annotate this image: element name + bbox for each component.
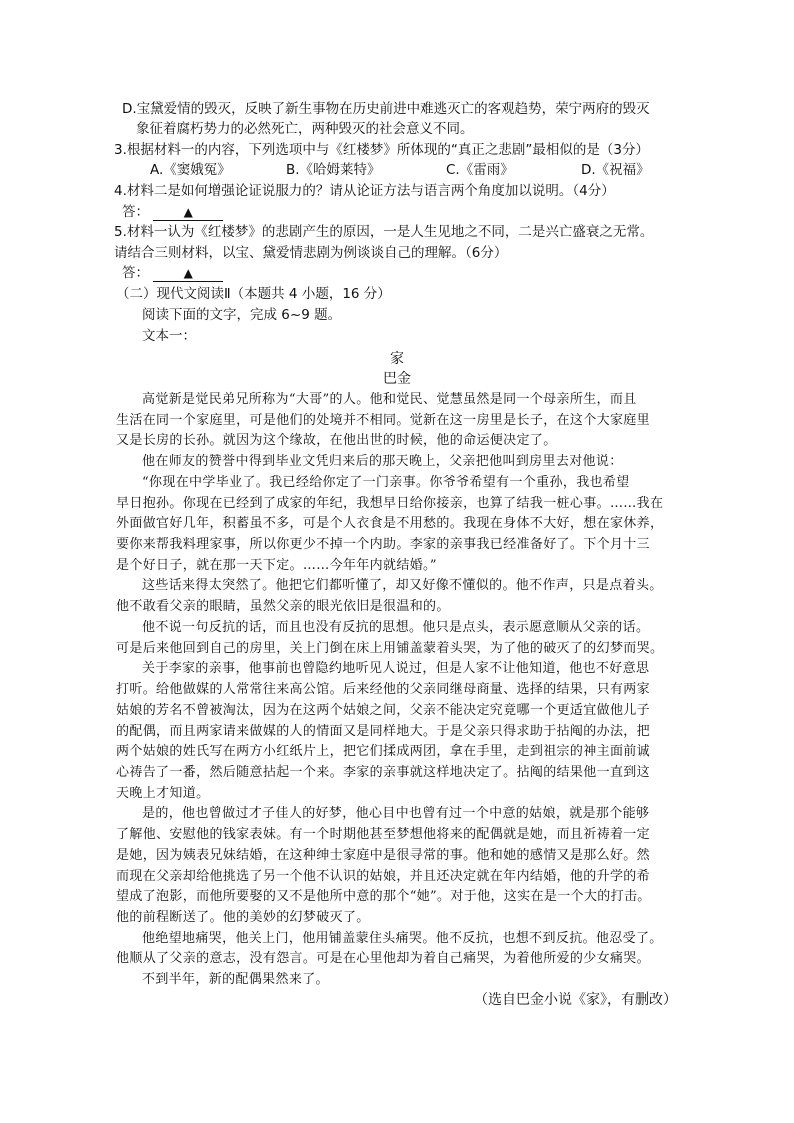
article-line: 了解他、安慰他的钱家表妹。有一个时期他甚至梦想他将来的配偶就是她，而且祈祷着一定: [116, 827, 651, 842]
article-line: 高觉新是觉民弟兄所称为“大哥”的人。他和觉民、觉慧虽然是同一个母亲所生，而且: [142, 392, 637, 407]
article-title: 家: [390, 351, 404, 367]
article-source: （选自巴金小说《家》，有删改）: [474, 992, 677, 1008]
q2-option-d-line2: 象征着腐朽势力的必然死亡，两种毁灭的社会意义不同。: [136, 121, 474, 137]
article-line: 他不说一句反抗的话，而且也没有反抗的思想。他只是点头，表示愿意顺从父亲的话。: [142, 620, 650, 635]
article-line: 姑娘的芳名不曾被淘汰，因为在这两个姑娘之间，父亲不能决定究竟哪一个更适宜做他儿子: [116, 703, 651, 718]
question-4-stem: 4.材料二是如何增强论证说服力的？请从论证方法与语言两个角度加以说明。（4分）: [114, 183, 615, 199]
article-line: 心祷告了一番，然后随意拈起一个来。李家的亲事就这样地决定了。拈阄的结果他一直到这: [116, 765, 651, 780]
answer-line-q5: [122, 263, 223, 283]
article-line: 是个好日子，就在那一天下定。……今年年内就结婚。”: [116, 558, 437, 573]
article-line: 要你来帮我料理家事，所以你更少不掉一个内助。李家的亲事我已经准备好了。下个月十三: [116, 537, 651, 552]
article-line: 又是长房的长孙。就因为这个缘故，在他出世的时候，他的命运便决定了。: [116, 433, 557, 448]
article-line: 是她，因为姨表兄妹结婚，在这种绅士家庭中是很寻常的事。他和她的感情又是那么好。然: [116, 848, 651, 863]
text-one-label: 文本一：: [142, 328, 196, 344]
q3-option-b: B.《哈姆莱特》: [286, 162, 381, 178]
article-line: 外面做官好几年，积蓄虽不多，可是个人衣食是不用愁的。我现在身体不大好，想在家休养，: [116, 516, 664, 531]
answer-blank: [153, 204, 223, 221]
q3-option-d: D.《祝福》: [581, 162, 650, 178]
article-line: 望成了泡影，而他所要娶的又不是他所中意的那个“她”。对于他，这实在是一个大的打击。: [116, 889, 651, 904]
article-line: 关于李家的亲事，他事前也曾隐约地听见人说过，但是人家不让他知道，他也不好意思: [142, 661, 650, 676]
article-line: 可是后来他回到自己的房里，关上门倒在床上用铺盖蒙着头哭，为了他的破灭了的幻梦而哭。: [116, 641, 664, 656]
article-line: 他顺从了父亲的意志，没有怨言。可是在心里他却为着自己痛哭，为着他所爱的少女痛哭。: [116, 951, 651, 966]
article-line: 他不敢看父亲的眼睛，虽然父亲的眼光依旧是很温和的。: [116, 599, 450, 614]
article-line: 是的，他也曾做过才子佳人的好梦，他心目中也曾有过一个中意的姑娘，就是那个能够: [142, 806, 650, 821]
article-line: 天晚上才知道。: [116, 786, 210, 801]
article-line: 而现在父亲却给他挑选了另一个他不认识的姑娘，并且还决定就在年内结婚，他的升学的希: [116, 869, 651, 884]
answer-label: 答：: [122, 204, 149, 220]
answer-placeholder-mark: ▲: [183, 266, 193, 280]
answer-blank: [153, 265, 223, 282]
q3-option-c: C.《雷雨》: [446, 162, 514, 178]
answer-placeholder-mark: ▲: [183, 205, 193, 219]
article-line: “你现在中学毕业了。我已经给你定了一门亲事。你爷爷希望有一个重孙，我也希望: [142, 475, 630, 490]
article-line: 这些话来得太突然了。他把它们都听懂了，却又好像不懂似的。他不作声，只是点着头。: [142, 578, 663, 593]
question-5-line2: 请结合三则材料，以宝、黛爱情悲剧为例谈谈自己的理解。（6分）: [114, 245, 508, 261]
article-line: 打听。给他做媒的人常常往来高公馆。后来经他的父亲同继母商量、选择的结果，只有两家: [116, 682, 651, 697]
article-line: 不到半年，新的配偶果然来了。: [142, 972, 329, 987]
article-line: 两个姑娘的姓氏写在两方小红纸片上，把它们揉成两团，拿在手里，走到祖宗的神主面前诚: [116, 744, 651, 759]
article-line: 的配偶，而且两家请来做媒的人的情面又是同样地大。于是父亲只得求助于拈阄的办法，把: [116, 724, 651, 739]
section-2-heading: （二）现代文阅读Ⅱ（本题共 4 小题，16 分）: [116, 286, 391, 302]
question-3-stem: 3.根据材料一的内容，下列选项中与《红楼梦》所体现的“真正之悲剧”最相似的是（3分）: [114, 142, 649, 158]
q2-option-d-line1: D.宝黛爱情的毁灭，反映了新生事物在历史前进中难逃灭亡的客观趋势，荣宁两府的毁灭: [122, 101, 650, 117]
answer-line-q4: [122, 202, 223, 222]
article-line: 他在师友的赞誉中得到毕业文凭归来后的那天晚上，父亲把他叫到房里去对他说：: [142, 454, 623, 469]
article-author: 巴金: [383, 371, 411, 387]
section-2-instruction: 阅读下面的文字，完成 6~9 题。: [142, 307, 342, 323]
q3-option-a: A.《窦娥冤》: [150, 162, 231, 178]
article-line: 他绝望地痛哭，他关上门，他用铺盖蒙住头痛哭。他不反抗，也想不到反抗。他忍受了。: [142, 931, 663, 946]
question-5-line1: 5.材料一认为《红楼梦》的悲剧产生的原因，一是人生见地之不同，二是兴亡盛衰之无常。: [114, 224, 654, 240]
answer-label: 答：: [122, 265, 149, 281]
article-line: 早日抱孙。你现在已经到了成家的年纪，我想早日给你接亲，也算了结我一桩心事。……我在: [116, 496, 664, 511]
article-line: 他的前程断送了。他的美妙的幻梦破灭了。: [116, 910, 370, 925]
article-line: 生活在同一个家庭里，可是他们的处境并不相同。觉新在这一房里是长子，在这个大家庭里: [116, 413, 651, 428]
